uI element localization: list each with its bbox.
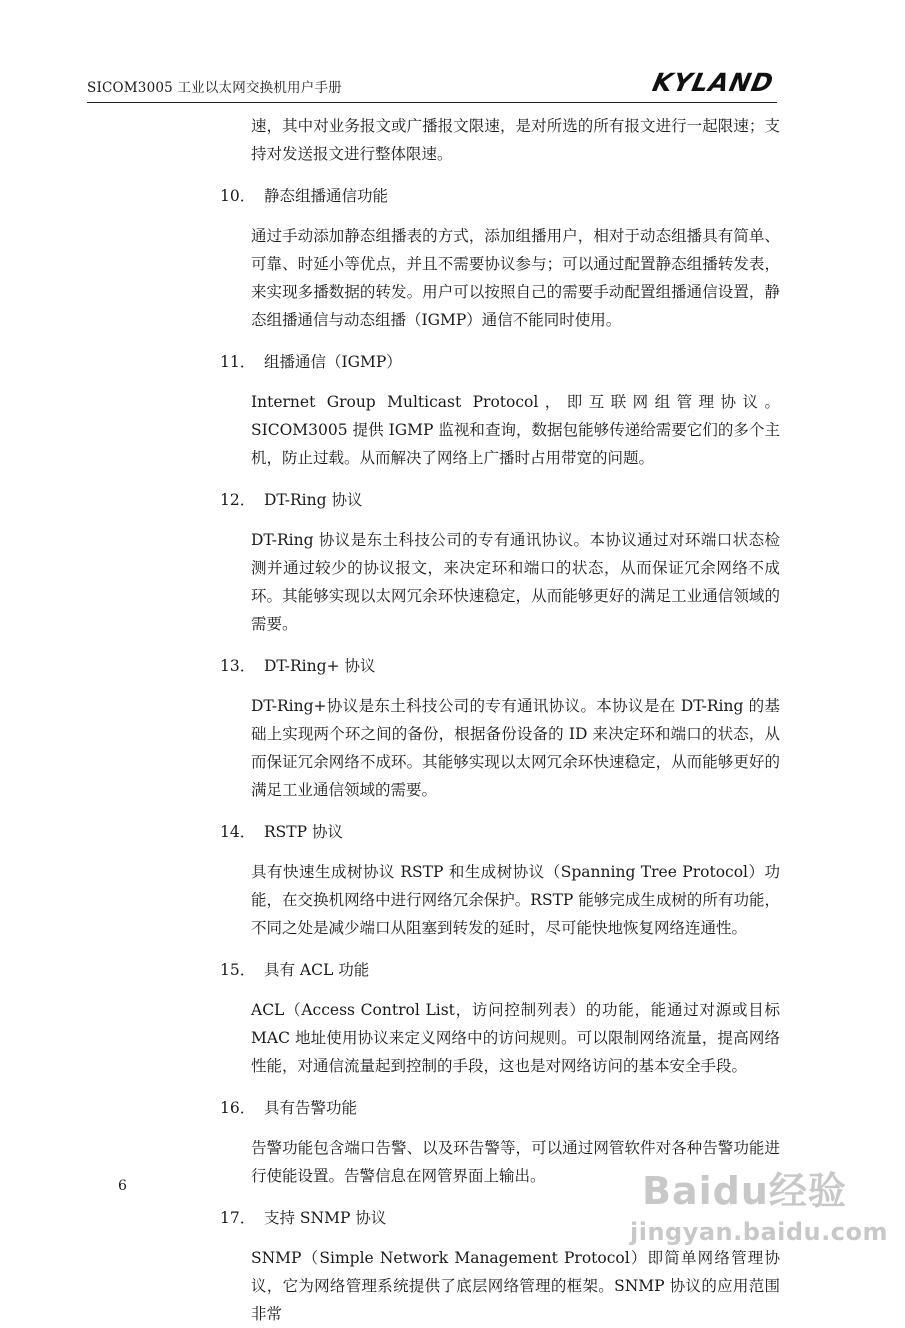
section-number: 12． — [220, 491, 256, 509]
section-11 — [220, 348, 780, 472]
watermark-logo: Baidu经验 — [642, 1169, 847, 1213]
section-title: 支持 SNMP 协议 — [264, 1209, 387, 1227]
section-13 — [220, 652, 780, 804]
section-title: 静态组播通信功能 — [264, 187, 389, 205]
section-number: 11． — [220, 353, 256, 371]
section-number: 15． — [220, 961, 256, 979]
section-heading — [220, 956, 780, 984]
page-header — [87, 60, 777, 103]
section-number: 14． — [220, 823, 256, 841]
section-paragraph: DT-Ring 协议是东土科技公司的专有通讯协议。本协议通过对环端口状态检测并通过较少的协议报文，来决定环和端口的状态，从而保证冗余网络不成环。其能够实现以太网冗余环快速稳定，从而能够更好的满足工业通信领域的需要。 — [251, 531, 780, 633]
page-number: 6 — [118, 1178, 127, 1194]
section-paragraph: Internet Group Multicast Protocol，即互联网组管理协议。SICOM3005 提供 IGMP 监视和查询，数据包能够传递给需要它们的多个主机，防止过载。从而解决了网络上广播时占用带宽的问题。 — [251, 393, 780, 467]
section-paragraph: SNMP（Simple Network Management Protocol）即简单网络管理协议，它为网络管理系统提供了底层网络管理的框架。SNMP 协议的应用范围非常 — [251, 1249, 780, 1323]
section-paragraph: ACL（Access Control List，访问控制列表）的功能，能通过对源或目标 MAC 地址使用协议来定义网络中的访问规则。可以限制网络流量，提高网络性能，对通信流量起到控制的手段，这也是对网络访问的基本安全手段。 — [251, 1001, 780, 1075]
section-paragraph: DT-Ring+协议是东土科技公司的专有通讯协议。本协议是在 DT-Ring 的基础上实现两个环之间的备份，根据备份设备的 ID 来决定环和端口的状态，从而保证冗余网络不成环。其能够实现以太网冗余环快速稳定，从而能够更好的满足工业通信领域的需要。 — [251, 697, 780, 799]
section-title: RSTP 协议 — [264, 823, 343, 841]
section-10 — [220, 182, 780, 334]
section-heading — [220, 652, 780, 680]
section-title: DT-Ring+ 协议 — [264, 657, 376, 675]
section-14 — [220, 818, 780, 942]
section-heading — [220, 818, 780, 846]
page-body — [220, 112, 780, 1328]
section-paragraph: 告警功能包含端口告警、以及环告警等，可以通过网管软件对各种告警功能进行使能设置。告警信息在网管界面上输出。 — [251, 1139, 780, 1185]
section-15 — [220, 956, 780, 1080]
section-heading — [220, 348, 780, 376]
section-title: 组播通信（IGMP） — [264, 353, 402, 371]
watermark-url: jingyan.baidu.com — [630, 1218, 888, 1246]
section-number: 13． — [220, 657, 256, 675]
document-title: SICOM3005 工业以太网交换机用户手册 — [87, 80, 342, 96]
section-title: DT-Ring 协议 — [264, 491, 363, 509]
baidu-watermark — [630, 1160, 890, 1270]
section-heading — [220, 486, 780, 514]
section-heading — [220, 1094, 780, 1122]
section-title: 具有 ACL 功能 — [264, 961, 370, 979]
section-paragraph: 通过手动添加静态组播表的方式，添加组播用户，相对于动态组播具有简单、可靠、时延小等优点，并且不需要协议参与；可以通过配置静态组播转发表，来实现多播数据的转发。用户可以按照自己的需要手动配置组播通信设置，静态组播通信与动态组播（IGMP）通信不能同时使用。 — [251, 227, 780, 329]
section-number: 17． — [220, 1209, 256, 1227]
kyland-logo: KYLAND — [649, 68, 777, 97]
section-number: 16． — [220, 1099, 256, 1117]
section-12 — [220, 486, 780, 638]
intro-paragraph: 速，其中对业务报文或广播报文限速，是对所选的所有报文进行一起限速；支持对发送报文进行整体限速。 — [251, 117, 780, 163]
section-title: 具有告警功能 — [264, 1099, 358, 1117]
section-number: 10． — [220, 187, 256, 205]
section-heading — [220, 182, 780, 210]
section-paragraph: 具有快速生成树协议 RSTP 和生成树协议（Spanning Tree Protocol）功能，在交换机网络中进行网络冗余保护。RSTP 能够完成生成树的所有功能，不同之处是减少端口从阻塞到转发的延时，尽可能快地恢复网络连通性。 — [251, 863, 780, 937]
